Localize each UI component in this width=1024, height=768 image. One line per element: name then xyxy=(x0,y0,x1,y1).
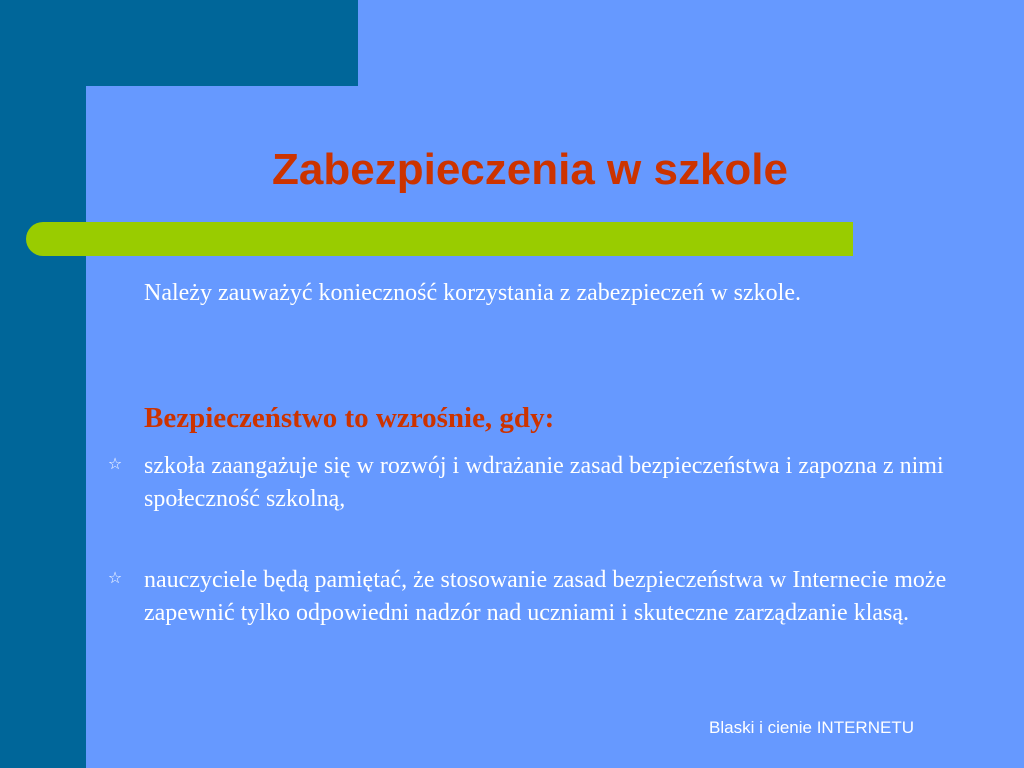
lead-heading: Bezpieczeństwo to wzrośnie, gdy: xyxy=(144,402,555,434)
title-underline-bar xyxy=(26,222,853,256)
intro-paragraph: Należy zauważyć konieczność korzystania z zabezpieczeń w szkole. xyxy=(144,280,801,306)
slide-footer: Blaski i cienie INTERNETU xyxy=(709,718,914,737)
left-decorative-band xyxy=(0,0,86,768)
top-decorative-band xyxy=(0,0,358,86)
slide-title: Zabezpieczenia w szkole xyxy=(272,145,788,194)
bullet-text-1: szkoła zaangażuje się w rozwój i wdrażanie zasad bezpieczeństwa i zapozna z nimi społeczność szkolną, xyxy=(144,453,944,512)
bullet-text-2: nauczyciele będą pamiętać, że stosowanie zasad bezpieczeństwa w Internecie może zapewnić tylko odpowiedni nadzór nad uczniami i skuteczne zarządzanie klasą. xyxy=(144,567,947,626)
rounded-corner-accent xyxy=(86,86,126,126)
bullet-item-2 xyxy=(107,564,974,630)
bullet-item-1 xyxy=(107,450,974,516)
star-outline-icon: ☆ xyxy=(107,454,123,473)
star-outline-icon: ☆ xyxy=(107,568,123,587)
